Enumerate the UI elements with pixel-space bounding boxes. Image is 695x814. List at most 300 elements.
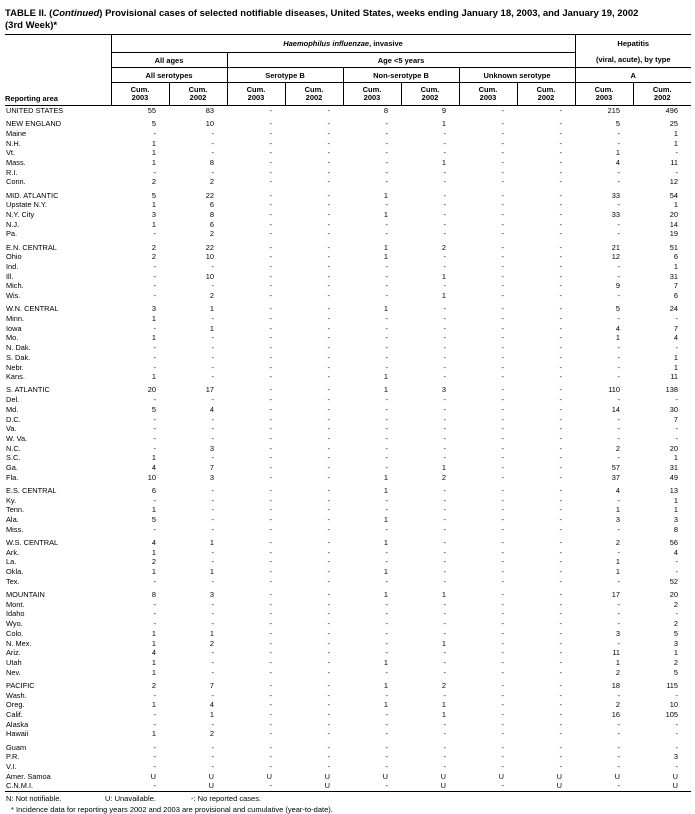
value-cell: 5 [151, 119, 156, 129]
value-cell: - [559, 638, 563, 648]
value-cell: - [559, 690, 563, 700]
value-cell: - [269, 271, 272, 281]
value-cell: 1 [673, 200, 679, 210]
reporting-area-cell: Upstate N.Y. [6, 200, 47, 210]
header-row-disease [5, 35, 691, 53]
table-row [5, 772, 691, 782]
value-cell: - [559, 538, 563, 548]
value-cell: 1 [673, 138, 679, 148]
value-cell: - [269, 486, 272, 496]
value-cell: U [556, 771, 563, 781]
value-cell: 1 [151, 453, 156, 463]
table-row [5, 191, 691, 201]
value-cell: 1 [209, 323, 214, 333]
value-cell: - [153, 434, 156, 443]
value-cell: 6 [209, 200, 214, 210]
value-cell: - [443, 262, 446, 272]
value-cell: 2 [615, 700, 621, 710]
value-cell: - [211, 148, 214, 158]
value-cell: - [327, 138, 330, 148]
reporting-area-cell: Guam [6, 742, 27, 752]
value-cell: - [269, 158, 272, 168]
value-cell: 25 [669, 119, 679, 129]
value-cell: 57 [611, 463, 621, 473]
non-serotype-b-header: Non-serotype B [343, 68, 459, 83]
reporting-area-cell: Miss. [6, 524, 24, 534]
value-cell: - [559, 495, 563, 505]
value-cell: - [269, 547, 272, 557]
value-cell: - [501, 657, 504, 667]
value-cell: - [443, 443, 446, 453]
value-cell: 5 [615, 119, 621, 129]
value-cell: - [559, 219, 563, 229]
table-row [5, 486, 691, 496]
value-cell: 2 [209, 729, 214, 739]
value-cell: - [443, 538, 446, 548]
value-cell: - [327, 538, 330, 548]
table-row [5, 177, 691, 187]
value-cell: - [501, 700, 504, 710]
value-cell: - [675, 557, 679, 567]
value-cell: 12 [611, 252, 621, 262]
table-row [5, 243, 691, 253]
value-cell: - [211, 599, 214, 609]
value-cell: - [617, 729, 621, 739]
value-cell: - [559, 385, 563, 395]
table-row [5, 700, 691, 710]
value-cell: - [501, 106, 504, 115]
value-cell: 1 [615, 557, 621, 567]
value-cell: - [443, 505, 446, 515]
value-cell: - [501, 557, 504, 567]
value-cell: - [443, 557, 446, 567]
value-cell: - [153, 395, 156, 405]
value-cell: 1 [151, 657, 156, 667]
value-cell: 20 [669, 590, 679, 600]
value-cell: - [385, 729, 388, 739]
value-cell: - [501, 252, 504, 262]
title-continued: Continued [52, 8, 100, 19]
table-row [5, 314, 691, 324]
value-cell: - [153, 576, 156, 586]
value-cell: 54 [669, 190, 679, 200]
value-cell: 3 [209, 443, 214, 453]
table-row [5, 548, 691, 558]
value-cell: - [501, 567, 504, 577]
value-cell: - [153, 742, 156, 752]
value-cell: - [327, 628, 330, 638]
value-cell: - [559, 148, 563, 158]
value-cell: 138 [665, 385, 679, 395]
reporting-area-cell: N.C. [6, 443, 21, 453]
value-cell: - [385, 762, 388, 771]
value-cell: - [501, 648, 504, 658]
value-cell: - [559, 619, 563, 629]
table-row [5, 557, 691, 567]
table-row [5, 453, 691, 463]
value-cell: - [501, 752, 504, 762]
value-cell: 2 [673, 657, 679, 667]
table-row [5, 229, 691, 239]
value-cell: - [385, 262, 388, 272]
cum-year-header-4: Cum. 2002 [285, 83, 343, 106]
value-cell: - [443, 362, 446, 372]
value-cell: - [385, 628, 388, 638]
value-cell: - [559, 434, 563, 443]
value-cell: 2 [441, 242, 446, 252]
table-title [5, 8, 691, 31]
value-cell: - [385, 291, 388, 301]
value-cell: - [617, 262, 621, 272]
value-cell: - [269, 690, 272, 700]
value-cell: - [617, 638, 621, 648]
value-cell: 1 [383, 242, 388, 252]
value-cell: - [327, 700, 330, 710]
value-cell: - [559, 609, 563, 619]
value-cell: - [269, 434, 272, 443]
value-cell: - [269, 395, 272, 405]
value-cell: 10 [669, 700, 679, 710]
table-row [5, 262, 691, 272]
value-cell: - [211, 128, 214, 138]
value-cell: - [327, 752, 330, 762]
value-cell: 2 [151, 680, 156, 690]
value-cell: - [153, 271, 156, 281]
value-cell: U [440, 771, 446, 781]
value-cell: - [501, 680, 504, 690]
value-cell: 31 [669, 271, 679, 281]
value-cell: - [153, 762, 156, 771]
value-cell: - [385, 128, 388, 138]
value-cell: - [559, 271, 563, 281]
value-cell: 3 [209, 472, 214, 482]
value-cell: 30 [669, 404, 679, 414]
value-cell: - [153, 719, 156, 729]
value-cell: - [443, 148, 446, 158]
value-cell: - [559, 762, 563, 771]
serotype-b-header: Serotype B [227, 68, 343, 83]
value-cell: - [443, 742, 446, 752]
value-cell: - [443, 314, 446, 324]
all-ages-header: All ages [111, 53, 227, 68]
value-cell: 4 [151, 648, 156, 658]
value-cell: 1 [209, 304, 214, 314]
value-cell: 1 [615, 148, 621, 158]
value-cell: - [501, 505, 504, 515]
value-cell: 8 [673, 524, 679, 534]
value-cell: - [385, 638, 388, 648]
value-cell: - [675, 690, 679, 700]
value-cell: - [327, 281, 330, 291]
value-cell: - [327, 304, 330, 314]
reporting-area-cell: UNITED STATES [6, 106, 64, 115]
value-cell: 2 [151, 557, 156, 567]
value-cell: 1 [209, 628, 214, 638]
value-cell: - [443, 352, 446, 362]
value-cell: 7 [673, 281, 679, 291]
value-cell: - [501, 352, 504, 362]
value-cell: - [617, 524, 621, 534]
value-cell: 31 [669, 463, 679, 473]
value-cell: - [153, 443, 156, 453]
value-cell: - [385, 505, 388, 515]
value-cell: 33 [611, 190, 621, 200]
value-cell: - [501, 138, 504, 148]
value-cell: - [443, 657, 446, 667]
value-cell: - [617, 343, 621, 353]
table-row [5, 691, 691, 701]
value-cell: - [153, 167, 156, 177]
value-cell: - [153, 229, 156, 239]
value-cell: 1 [151, 729, 156, 739]
value-cell: - [559, 557, 563, 567]
value-cell: - [501, 219, 504, 229]
value-cell: U [672, 771, 679, 781]
value-cell: - [617, 362, 621, 372]
value-cell: - [443, 219, 446, 229]
value-cell: - [327, 106, 330, 115]
reporting-area-cell: Ky. [6, 495, 17, 505]
value-cell: 11 [670, 158, 679, 168]
value-cell: - [443, 667, 446, 677]
reporting-area-cell: Minn. [6, 314, 25, 324]
value-cell: - [269, 638, 272, 648]
value-cell: - [501, 271, 504, 281]
value-cell: - [501, 200, 504, 210]
reporting-area-cell: Tenn. [6, 505, 25, 515]
value-cell: - [443, 229, 446, 239]
reporting-area-cell: Colo. [6, 628, 24, 638]
value-cell: - [675, 742, 679, 752]
value-cell: - [559, 486, 563, 496]
value-cell: 14 [611, 404, 621, 414]
value-cell: - [211, 609, 214, 619]
value-cell: - [385, 167, 388, 177]
value-cell: - [269, 599, 272, 609]
value-cell: - [443, 404, 446, 414]
value-cell: - [211, 648, 214, 658]
reporting-area-cell: Maine [6, 128, 27, 138]
value-cell: - [327, 219, 330, 229]
value-cell: - [269, 167, 272, 177]
value-cell: 1 [383, 190, 388, 200]
value-cell: - [153, 609, 156, 619]
table-row [5, 210, 691, 220]
value-cell: - [443, 333, 446, 343]
value-cell: - [385, 667, 388, 677]
value-cell: - [443, 190, 446, 200]
reporting-area-cell: Tex. [6, 576, 20, 586]
value-cell: - [443, 343, 446, 353]
value-cell: - [269, 628, 272, 638]
value-cell: - [675, 148, 679, 158]
value-cell: - [327, 404, 330, 414]
value-cell: 1 [209, 709, 214, 719]
value-cell: 1 [209, 567, 214, 577]
reporting-area-cell: Calif. [6, 709, 23, 719]
cum-year-header-1: Cum. 2003 [111, 83, 169, 106]
value-cell: - [385, 719, 388, 729]
value-cell: - [501, 229, 504, 239]
value-cell: - [385, 219, 388, 229]
reporting-area-cell: Fla. [6, 472, 19, 482]
value-cell: - [443, 752, 446, 762]
value-cell: 21 [611, 242, 621, 252]
table-row [5, 525, 691, 535]
value-cell: 3 [673, 515, 679, 525]
value-cell: 3 [673, 638, 679, 648]
value-cell: - [501, 314, 504, 324]
value-cell: 1 [441, 291, 446, 301]
reporting-area-cell: Nev. [6, 667, 21, 677]
value-cell: - [501, 158, 504, 168]
value-cell: - [153, 424, 156, 434]
value-cell: - [675, 167, 679, 177]
table-row [5, 363, 691, 373]
table-row [5, 252, 691, 262]
value-cell: - [501, 443, 504, 453]
value-cell: - [211, 495, 214, 505]
reporting-area-cell: PACIFIC [6, 680, 35, 690]
value-cell: 16 [611, 709, 621, 719]
value-cell: - [269, 667, 272, 677]
cum-year-header-9: Cum. 2003 [575, 83, 633, 106]
reporting-area-cell: E.N. CENTRAL [6, 242, 57, 252]
value-cell: - [269, 190, 272, 200]
value-cell: - [443, 619, 446, 629]
value-cell: - [269, 343, 272, 353]
value-cell: - [559, 323, 563, 333]
value-cell: - [385, 443, 388, 453]
value-cell: - [443, 690, 446, 700]
value-cell: - [269, 781, 272, 791]
value-cell: - [385, 229, 388, 239]
value-cell: - [211, 742, 214, 752]
value-cell: U [614, 771, 621, 781]
value-cell: - [617, 495, 621, 505]
reporting-area-cell: Ill. [6, 271, 14, 281]
value-cell: - [269, 619, 272, 629]
value-cell: - [559, 252, 563, 262]
value-cell: - [385, 395, 388, 405]
value-cell: - [501, 343, 504, 353]
value-cell: - [501, 495, 504, 505]
table-row [5, 372, 691, 382]
value-cell: - [501, 524, 504, 534]
reporting-area-cell: S. ATLANTIC [6, 385, 50, 395]
value-cell: - [385, 547, 388, 557]
value-cell: - [501, 690, 504, 700]
value-cell: - [153, 414, 156, 424]
value-cell: 5 [615, 304, 621, 314]
value-cell: U [324, 771, 330, 781]
value-cell: - [269, 404, 272, 414]
value-cell: - [443, 495, 446, 505]
value-cell: 2 [151, 252, 156, 262]
reporting-area-cell: N. Mex. [6, 638, 32, 648]
value-cell: - [269, 385, 272, 395]
reporting-area-cell: Kans. [6, 372, 25, 382]
value-cell: 2 [615, 538, 621, 548]
table-row [5, 304, 691, 314]
value-cell: 1 [383, 515, 388, 525]
value-cell: - [559, 709, 563, 719]
value-cell: - [559, 119, 563, 129]
value-cell: - [443, 200, 446, 210]
value-cell: 8 [209, 158, 214, 168]
value-cell: 3 [209, 590, 214, 600]
reporting-area-cell: NEW ENGLAND [6, 119, 62, 129]
value-cell: 10 [147, 472, 156, 482]
value-cell: - [211, 515, 214, 525]
value-cell: - [327, 557, 330, 567]
value-cell: - [211, 333, 214, 343]
value-cell: - [559, 719, 563, 729]
value-cell: U [672, 781, 679, 791]
value-cell: - [385, 333, 388, 343]
value-cell: 52 [669, 576, 679, 586]
value-cell: - [269, 200, 272, 210]
value-cell: 1 [151, 667, 156, 677]
value-cell: - [559, 106, 563, 115]
value-cell: - [501, 667, 504, 677]
value-cell: - [327, 271, 330, 281]
value-cell: - [269, 352, 272, 362]
value-cell: - [501, 472, 504, 482]
value-cell: - [443, 547, 446, 557]
value-cell: 1 [151, 638, 156, 648]
value-cell: - [385, 119, 388, 129]
value-cell: - [153, 281, 156, 291]
value-cell: 2 [615, 667, 621, 677]
value-cell: 2 [673, 619, 679, 629]
value-cell: - [559, 414, 563, 424]
cum-year-header-10: Cum. 2002 [633, 83, 691, 106]
value-cell: - [327, 680, 330, 690]
value-cell: - [559, 291, 563, 301]
value-cell: - [269, 323, 272, 333]
table-row [5, 444, 691, 454]
value-cell: 8 [151, 590, 156, 600]
value-cell: - [559, 590, 563, 600]
reporting-area-header: Reporting area [5, 35, 111, 106]
value-cell: - [559, 210, 563, 220]
value-cell: - [617, 434, 621, 443]
value-cell: - [501, 547, 504, 557]
value-cell: - [327, 667, 330, 677]
table-row [5, 463, 691, 473]
value-cell: - [501, 453, 504, 463]
value-cell: 10 [205, 252, 214, 262]
value-cell: - [269, 242, 272, 252]
value-cell: 496 [665, 106, 679, 115]
value-cell: - [443, 304, 446, 314]
value-cell: - [501, 210, 504, 220]
value-cell: - [559, 304, 563, 314]
value-cell: - [211, 719, 214, 729]
table-row [5, 473, 691, 483]
value-cell: 22 [205, 190, 214, 200]
value-cell: - [269, 567, 272, 577]
value-cell: 24 [669, 304, 679, 314]
reporting-area-cell: Ariz. [6, 648, 21, 658]
value-cell: 1 [673, 362, 679, 372]
value-cell: - [559, 599, 563, 609]
value-cell: - [385, 495, 388, 505]
value-cell: - [617, 424, 621, 434]
reporting-area-cell: La. [6, 557, 17, 567]
value-cell: - [559, 547, 563, 557]
